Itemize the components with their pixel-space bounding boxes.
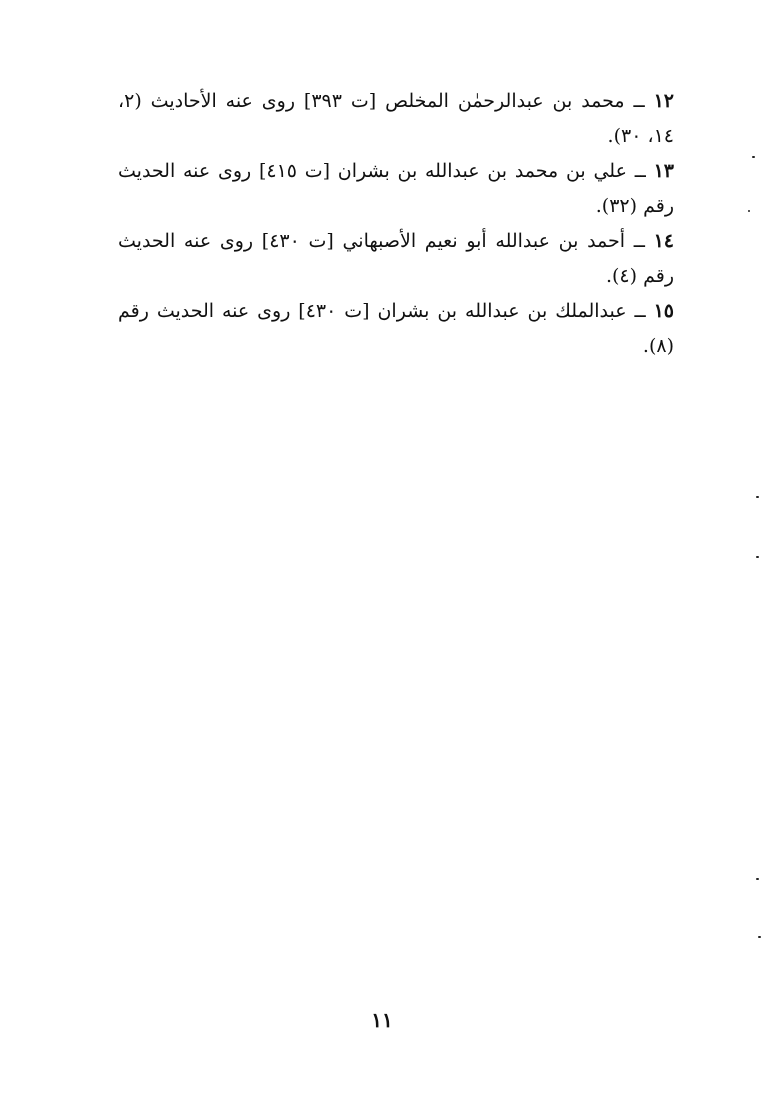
entry-text: علي بن محمد بن عبدالله بن بشران [ت ٤١٥] روى عنه الحديث رقم (٣٢).: [118, 160, 674, 217]
page-number: ١١: [371, 1008, 393, 1032]
list-item: [118, 224, 674, 294]
entry-separator: ــ: [633, 90, 645, 112]
scan-speck: [752, 156, 755, 158]
entry-number: ١٣: [653, 160, 674, 182]
entry-number: ١٥: [653, 300, 674, 322]
list-item: [118, 154, 674, 224]
scan-speck: [756, 496, 759, 498]
entry-separator: ــ: [634, 300, 646, 322]
scan-speck: [748, 210, 750, 212]
scan-speck: [756, 878, 759, 880]
list-item: [118, 294, 674, 364]
entry-text: عبدالملك بن عبدالله بن بشران [ت ٤٣٠] روى عنه الحديث رقم (٨).: [118, 300, 674, 357]
entry-separator: ــ: [633, 230, 645, 252]
scan-speck: [758, 936, 761, 938]
entry-text: أحمد بن عبدالله أبو نعيم الأصبهاني [ت ٤٣٠] روى عنه الحديث رقم (٤).: [118, 230, 674, 287]
narrators-list: [118, 84, 674, 364]
scan-speck: [756, 556, 759, 558]
entry-number: ١٤: [653, 230, 674, 252]
entry-number: ١٢: [653, 90, 674, 112]
list-item: [118, 84, 674, 154]
entry-separator: ــ: [634, 160, 646, 182]
entry-text: محمد بن عبدالرحمٰن المخلص [ت ٣٩٣] روى عنه الأحاديث (٢، ١٤، ٣٠).: [118, 90, 674, 147]
